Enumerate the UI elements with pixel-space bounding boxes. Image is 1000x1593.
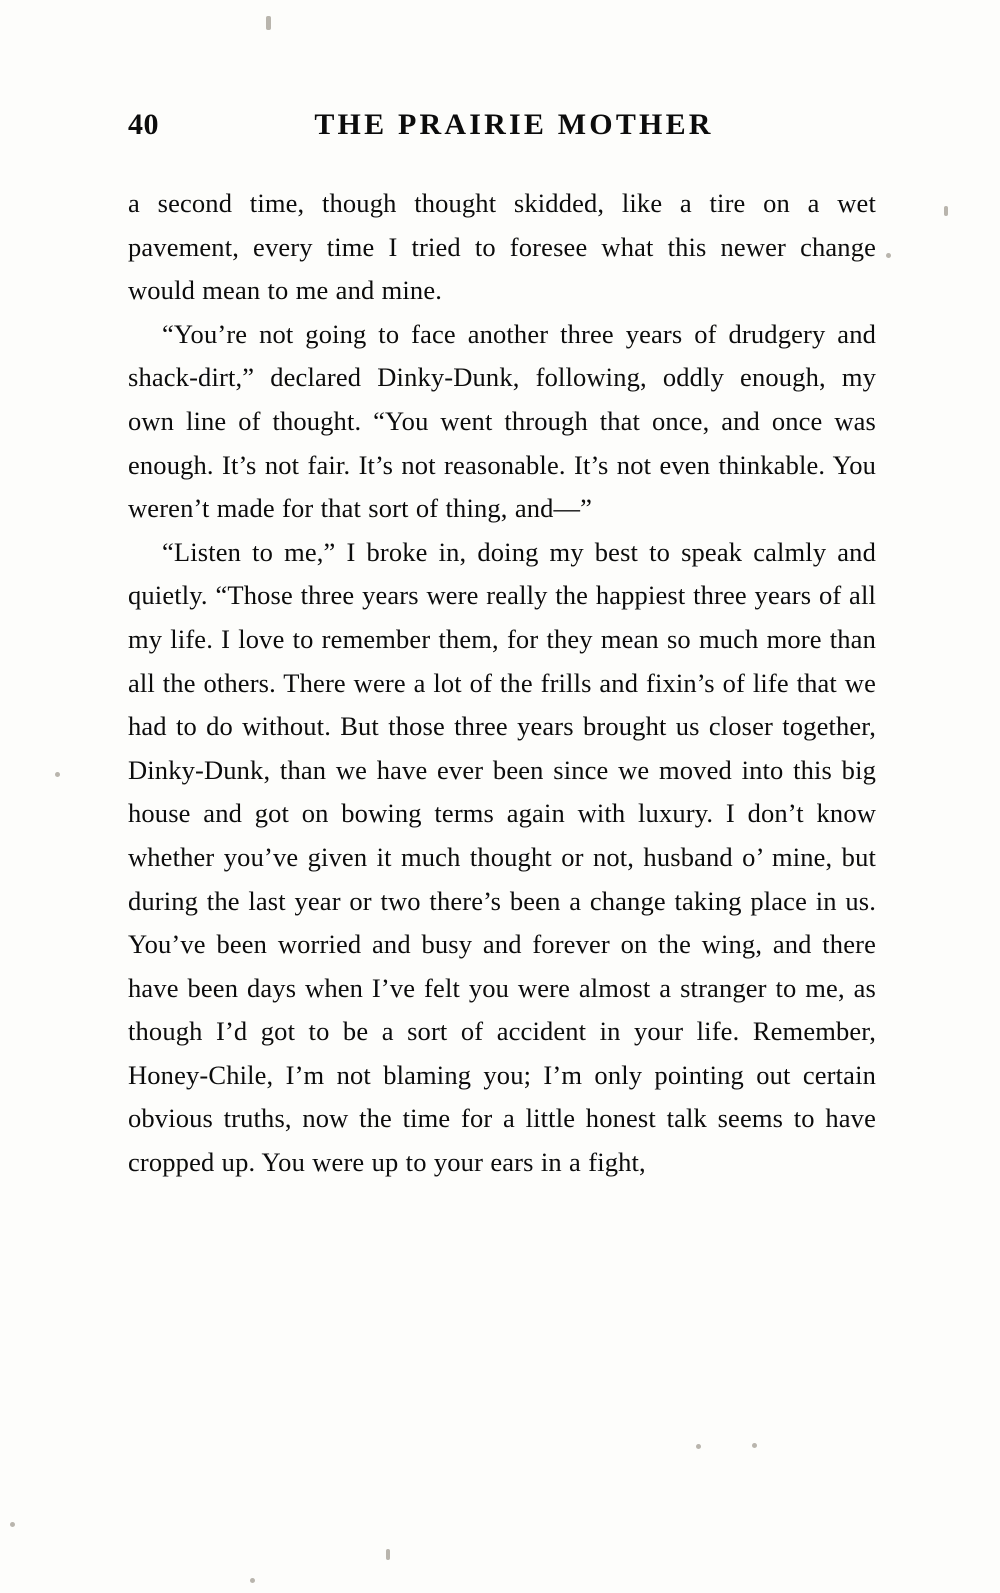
page-speckle <box>250 1578 255 1583</box>
page-speckle <box>10 1522 15 1527</box>
running-head: THE PRAIRIE MOTHER <box>314 108 714 141</box>
page-header <box>128 108 872 148</box>
page-speckle <box>752 1443 757 1448</box>
page-body <box>128 182 876 1185</box>
page-speckle <box>55 772 60 777</box>
page-speckle <box>944 206 948 216</box>
page-speckle <box>696 1444 701 1449</box>
paragraph: a second time, though thought skidded, like a tire on a wet pavement, every time I tried to foresee what this newer change would mean to me and mine. <box>128 188 876 306</box>
paragraph: “You’re not going to face another three years of drudgery and shack-dirt,” declared Dinky-Dunk, following, oddly enough, my own line of thought. “You went through that once, and once was enough. It’s not fair. It’s not reasonable. It’s not even thinkable. You weren’t made for that sort of thing, and—” <box>128 318 876 524</box>
page-speckle <box>386 1549 390 1560</box>
page-speckle <box>266 16 271 30</box>
page-number: 40 <box>128 108 159 141</box>
page-speckle <box>886 253 891 258</box>
paragraph: “Listen to me,” I broke in, doing my best to speak calmly and quietly. “Those three years were really the happiest three years of all my life. I love to remember them, for they mean so much more than all the others. There were a lot of the frills and fixin’s of life that we had to do without. But those three years brought us closer together, Dinky-Dunk, than we have ever been since we moved into this big house and got on bowing terms again with luxury. I don’t know whether you’ve given it much thought or not, husband o’ mine, but during the last year or two there’s been a change taking place in us. You’ve been worried and busy and forever on the wing, and there have been days when I’ve felt you were almost a stranger to me, as though I’d got to be a sort of accident in your life. Remember, Honey-Chile, I’m not blaming you; I’m only pointing out certain obvious truths, now the time for a little honest talk seems to have cropped up. You were up to your ears in a fight, <box>128 536 876 1178</box>
